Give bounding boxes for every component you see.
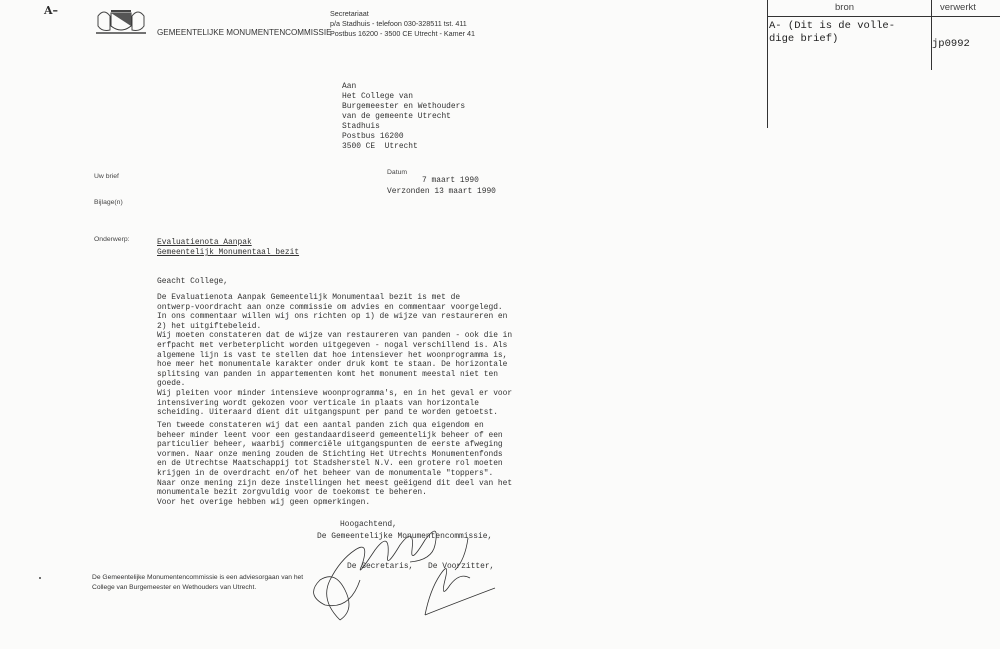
body-line: erfpacht met verbeterplicht worden uitgegeven - nogal verschillend is. Als [157, 340, 508, 350]
footer-line: De Gemeentelijke Monumentencommissie is een adviesorgaan van het [92, 574, 304, 581]
body-line: Voor het overige hebben wij geen opmerkingen. [157, 497, 371, 507]
body-line: De Evaluatienota Aanpak Gemeentelijk Monumentaal bezit is met de [157, 293, 461, 302]
footer-note [92, 573, 303, 593]
address-line: Het College van [342, 92, 414, 101]
body-line: krijgen in de overdracht en/of het beheer van de monumentale "toppers". [157, 468, 494, 478]
closing-sender: De Gemeentelijke Monumentencommissie, [317, 532, 493, 541]
body-line: Wij pleiten voor minder intensieve woonprogramma's, en in het geval er voor [157, 388, 513, 398]
bron-line: A- (Dit is de volle- [769, 20, 896, 32]
contact-line: p/a Stadhuis - telefoon 030-328511 tst. 411 [330, 19, 467, 28]
address-line: Stadhuis [342, 122, 380, 131]
salutation: Geacht College, [157, 277, 229, 286]
secretary-signature [314, 531, 437, 620]
chairman-title: De Voorzitter, [428, 562, 495, 571]
archive-mark: A– [44, 4, 59, 17]
body-line: ontwerp-voordracht aan onze commissie om advies en commentaar voorgelegd. [157, 302, 503, 312]
body-line: In ons commentaar willen wij ons richten op 1) de wijze van restaureren en [157, 312, 508, 322]
contact-block [330, 9, 475, 39]
address-line: van de gemeente Utrecht [342, 112, 451, 121]
subject-line: Evaluatienota Aanpak [157, 238, 252, 247]
bron-cell [769, 20, 895, 46]
body-line: splitsing van panden in appartementen komt het monument meestal niet ten [157, 369, 498, 379]
body-line: beheer minder leent voor een gestandaardiseerd gemeentelijk beheer of een [157, 430, 503, 440]
body-line: Wij moeten constateren dat de wijze van restaureren van panden - ook die in [157, 331, 513, 341]
subject [157, 238, 299, 258]
bijlagen-label: Bijlage(n) [94, 199, 123, 206]
verzonden-stamp: Verzonden 13 maart 1990 [387, 187, 496, 196]
signatures [300, 520, 500, 630]
body-line: intensivering wordt gekozen voor verticale in plaats van horizontale [157, 398, 479, 408]
body-line: scheiding. Uiteraard dient dit uitgangspunt per pand te worden getoetst. [157, 408, 498, 418]
utrecht-coat-of-arms-logo [94, 6, 148, 36]
footer-line: College van Burgemeester en Wethouders van Utrecht. [92, 584, 257, 591]
body-line: Naar onze mening zijn deze instellingen het meest geëigend dit deel van het [157, 478, 513, 488]
datum-label: Datum [387, 169, 408, 176]
closing-greeting: Hoogachtend, [340, 520, 397, 529]
datum-value: 7 maart 1990 [422, 176, 479, 185]
body-line: particulier beheer, waarbij commerciële uitgangspunten de eerste afweging [157, 440, 503, 450]
table-header-bron: bron [835, 2, 855, 13]
address-line: 3500 CE Utrecht [342, 142, 418, 151]
body-line: hoe meer het monumentale karakter onder druk komt te staan. De horizontale [157, 360, 508, 370]
bron-line: dige brief) [769, 33, 839, 45]
contact-line: Secretariaat [330, 9, 369, 18]
onderwerp-label: Onderwerp: [94, 236, 130, 243]
table-header-verwerkt: verwerkt [940, 2, 976, 13]
chairman-signature [425, 538, 495, 615]
contact-line: Postbus 16200 - 3500 CE Utrecht - Kamer 41 [330, 29, 476, 38]
address-line: Aan [342, 82, 357, 91]
body-line: monumentale bezit zorgvuldig voor de toekomst te beheren. [157, 488, 427, 498]
uw-brief-label: Uw brief [94, 173, 119, 180]
secretary-title: De Secretaris, [347, 562, 414, 571]
body-line: en de Utrechtse Maatschappij tot Stadsherstel N.V. een grotere rol moeten [157, 459, 503, 469]
body-line: algemene lijn is vast te stellen dat hoe intensiever het woonprogramma is, [157, 350, 508, 360]
body-line: vormen. Naar onze mening zouden de Stichting Het Utrechts Monumentenfonds [157, 449, 503, 459]
scan-dot [39, 577, 41, 579]
subject-line: Gemeentelijk Monumentaal bezit [157, 248, 300, 257]
body-line: Ten tweede constateren wij dat een aantal panden zich qua eigendom en [157, 421, 484, 430]
addressee-block [342, 82, 465, 152]
address-line: Burgemeester en Wethouders [342, 102, 466, 111]
body-paragraph-1 [157, 293, 512, 418]
verwerkt-cell: jp0992 [932, 38, 970, 50]
body-line: goede. [157, 379, 186, 389]
address-line: Postbus 16200 [342, 132, 404, 141]
body-line: 2) het uitgiftebeleid. [157, 321, 262, 331]
body-paragraph-2 [157, 421, 512, 507]
organization-name: GEMEENTELIJKE MONUMENTENCOMMISSIE [157, 28, 332, 37]
